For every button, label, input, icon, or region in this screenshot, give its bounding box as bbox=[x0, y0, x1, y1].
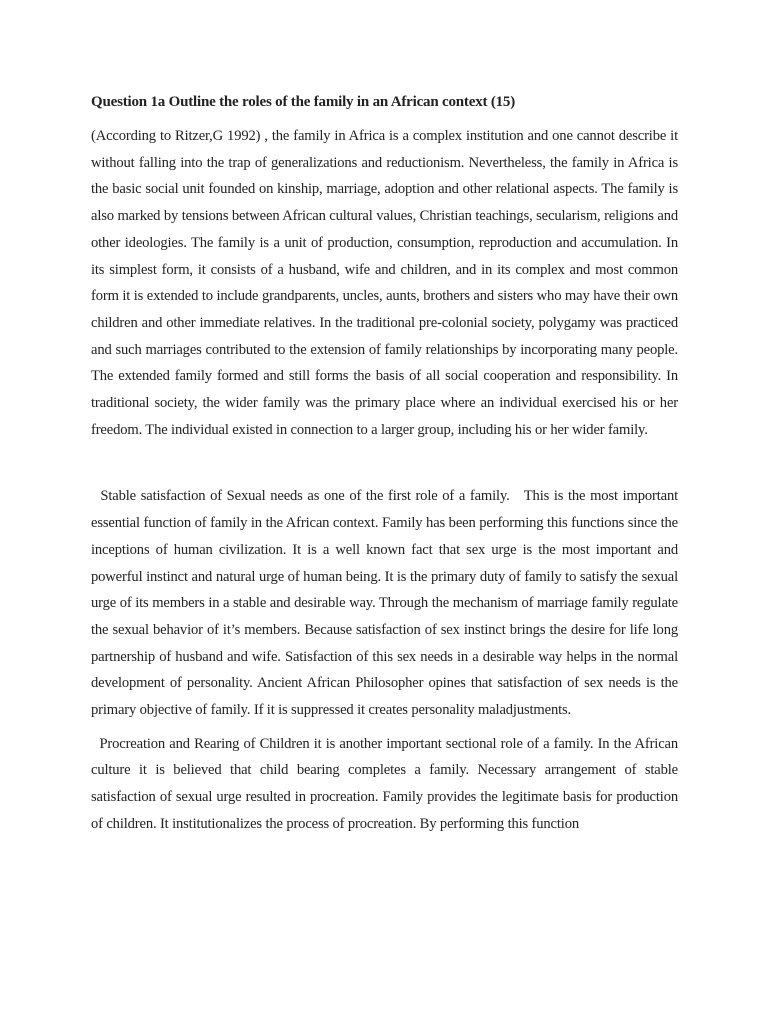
paragraph-procreation-role: Procreation and Rearing of Children it is another important sectional role of a family. In the African culture it is believed that child bearing completes a family. Necessary arrangement of stable satisfaction of sexual urge resulted in procreation. Family provides the legitimate basis for production of children. It institutionalizes the process of procreation. By performing this function bbox=[91, 735, 678, 832]
question-title: Question 1a Outline the roles of the family in an African context (15) bbox=[91, 94, 516, 110]
document-page bbox=[91, 93, 678, 838]
paragraph-family-definition: (According to Ritzer,G 1992) , the family in Africa is a complex institution and one cannot describe it without falling into the trap of generalizations and reductionism. Nevertheless, the family in Africa is the basic social unit founded on kinship, marriage, adoption and other relational aspects. The family is also marked by tensions between African cultural values, Christian teachings, secularism, religions and other ideologies. The family is a unit of production, consumption, reproduction and accumulation. In its simplest form, it consists of a husband, wife and children, and in its complex and most common form it is extended to include grandparents, uncles, aunts, brothers and sisters who may have their own children and other immediate relatives. In the traditional pre-colonial society, polygamy was practiced and such marriages contributed to the extension of family relationships by incorporating many people. The extended family formed and still forms the basis of all social cooperation and responsibility. In traditional society, the wider family was the primary place where an individual exercised his or her freedom. The individual existed in connection to a larger group, including his or her wider family. bbox=[91, 128, 678, 438]
paragraph-sexual-needs-role: Stable satisfaction of Sexual needs as one of the first role of a family. This is the most important essential function of family in the African context. Family has been performing this functions since the inceptions of human civilization. It is a well known fact that sex urge is the most important and powerful instinct and natural urge of human being. It is the primary duty of family to satisfy the sexual urge of its members in a stable and desirable way. Through the mechanism of marriage family regulate the sexual behavior of it’s members. Because satisfaction of sex instinct brings the desire for life long partnership of husband and wife. Satisfaction of this sex needs in a desirable way helps in the normal development of personality. Ancient African Philosopher opines that satisfaction of sex needs is the primary objective of family. If it is suppressed it creates personality maladjustments. bbox=[91, 488, 678, 719]
